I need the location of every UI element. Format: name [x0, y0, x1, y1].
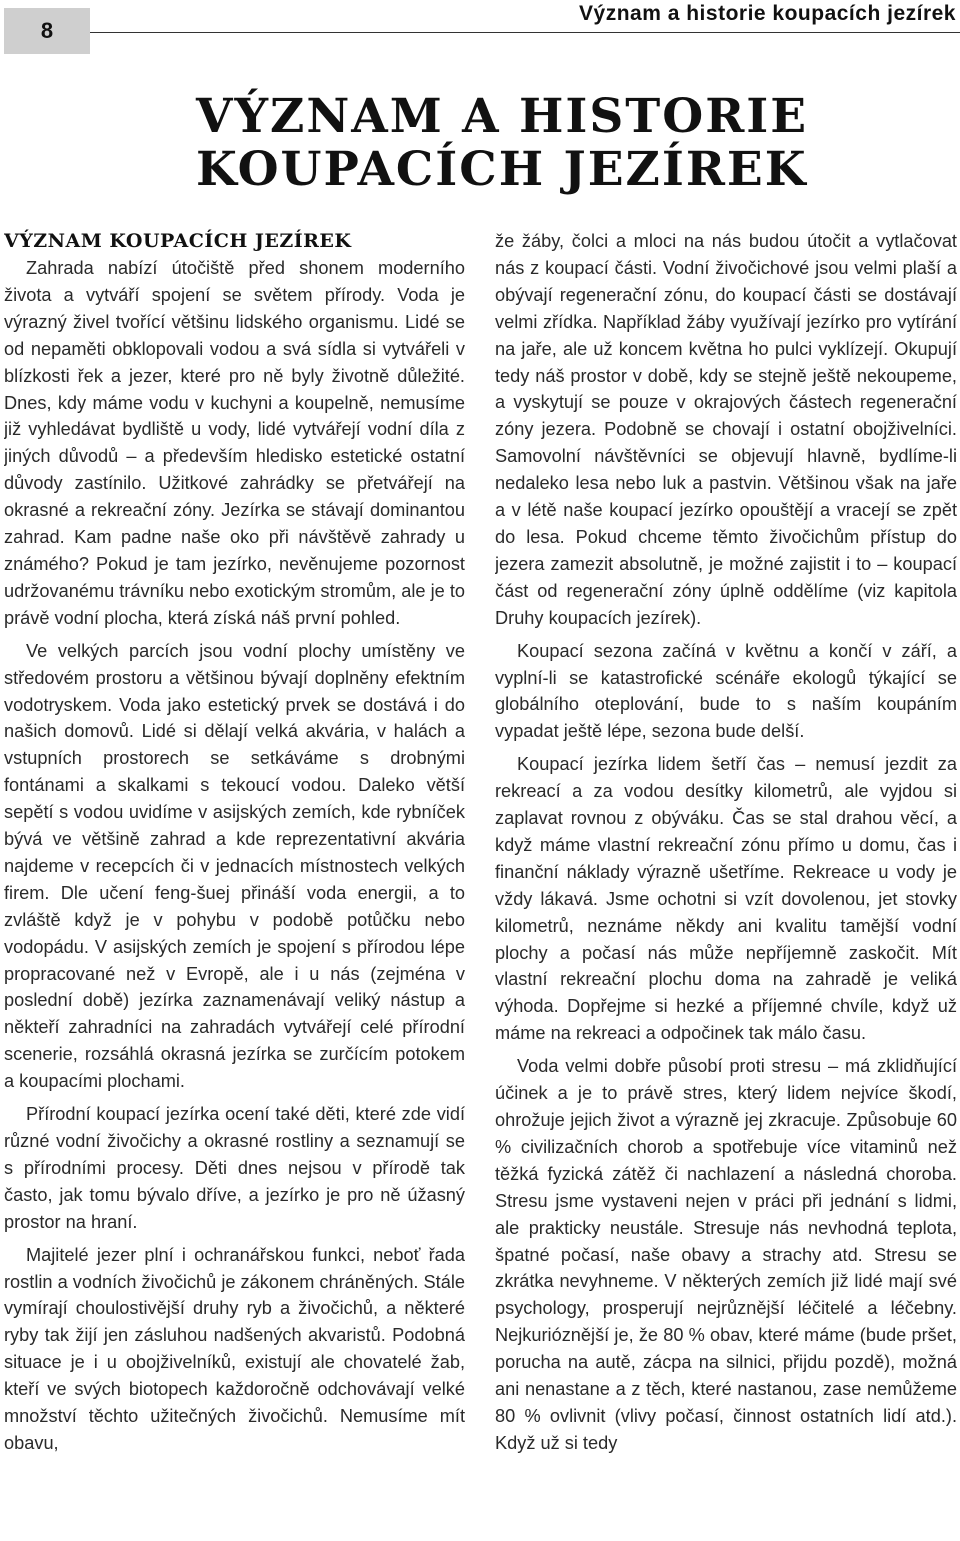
paragraph: Koupací jezírka lidem šetří čas – nemusí jezdit za rekreací a za vodou desítky kilometrů, ale vyjdou si zaplavat rovnou z obýváku. Čas se stal drahou věcí, a když máme vlastní rekreační zónu přímo u domu, čas i finanční náklady výrazně ušetříme. Rekreace u vody je vždy lákavá. Jsme ochotni si vzít dovolenou, jet stovky kilometrů, neznáme někdy ani kvalitu tamější vodní plochy a počasí nás může nepříjemně zaskočit. Mít vlastní rekreační plochu doma na zahradě je veliká výhoda. Dopřejme si hezké a příjemné chvíle, když už máme na rekreaci a odpočinek tak málo času. [495, 754, 957, 1044]
header-rule [90, 32, 960, 33]
paragraph: Majitelé jezer plní i ochranářskou funkci, neboť řada rostlin a vodních živočichů je zákonem chráněných. Stále vymírají choulostivější druhy ryb a živočichů, a některé ryby tak žijí jen zásluhou nadšených akvaristů. Podobná situace je i u obojživelníků, existují ale chovatelé žab, kteří ve svých biotopech každoročně odchovávají velké množství těchto užitečných živočichů. Nemusíme mít obavu, [4, 1244, 465, 1453]
right-column [495, 228, 957, 1541]
page-number-box [4, 8, 90, 54]
paragraph: že žáby, čolci a mloci na nás budou útočit a vytlačovat nás z koupací části. Vodní živočichové jsou velmi plaší a obývají regenerační zónu, do koupací části se dostávají velmi zřídka. Například žáby využívají jezírko pro vytírání na jaře, ale už koncem května ho pulci vyklízejí. Okupují tedy náš prostor v době, kdy se stejně ještě nekoupeme, a vyskytují se pouze v okrajových částech regenerační zóny jezera. Podobně se chovají i ostatní obojživelníci. Samovolní návštěvníci se objevují hlavně, bydlíme-li nedaleko lesa nebo luk a pastvin. Většinou však na jaře a v létě naše koupací jezírko opouštějí a vracejí se zpět do lesa. Pokud chceme těmto živočichům přístup do jezera zamezit absolutně, je možné zajistit i to – koupací část od regenerační zóny úplně oddělíme (viz kapitola Druhy koupacích jezírek). [495, 231, 957, 628]
section-heading: VÝZNAM KOUPACÍCH JEZÍREK [4, 230, 352, 252]
paragraph: Zahrada nabízí útočiště před shonem moderního života a vytváří spojení se světem přírody. Voda je výrazný živel tvořící většinu lidského organismu. Lidé se od nepaměti obklopovali vodou a svá sídla si vytvářeli v blízkosti řek a jezer, které pro ně byly životně důležité. Dnes, kdy máme vodu v kuchyni a koupelně, nemusíme již vyhledávat bydliště u vody, lidé vytvářejí vodní díla z jiných důvodů – a především hledisko estetické ostatní důvody zastínilo. Užitkové zahrádky se přetvářejí na okrasné a rekreační zóny. Jezírka se stávají dominantou zahrad. Kam padne naše oko při návštěvě zahrady u známého? Pokud je tam jezírko, nevěnujeme pozornost udržovanému trávníku nebo exotickým stromům, ale je to právě vodní plocha, která získá náš první pohled. [4, 258, 465, 628]
paragraph: Voda velmi dobře působí proti stresu – má zklidňující účinek a je to právě stres, který lidem nejvíce škodí, ohrožuje jejich život a výrazně jej zkracuje. Způsobuje 60 % civilizačních chorob a spotřebuje více vitaminů než těžká fyzická zátěž či nachlazení a následná choroba. Stresu jsme vystaveni nejen v práci při jednání s lidmi, ale prakticky neustále. Stresuje nás nevhodná teplota, špatné počasí, naše obavy a strachy atd. Stresu se zkrátka nevyhneme. V některých zemích již lidé mají své psychology, prosperují nejrůznější léčitelé a léčebny. Nejkurióznější je, že 80 % obav, které máme (bude pršet, porucha na autě, zácpa na silnici, přijdu pozdě), možná ani nenastane a z těch, které nastanou, zase nemůžeme 80 % ovlivnit (vlivy počasí, činnost ostatních lidí atd.). Když už si tedy [495, 1056, 957, 1453]
left-column [4, 228, 465, 1541]
paragraph: Koupací sezona začíná v květnu a končí v září, a vyplní-li se katastrofické scénáře ekologů týkající se globálního oteplování, bude to s naším koupáním vypadat ještě lépe, sezona bude delší. [495, 640, 957, 742]
running-title: Význam a historie koupacích jezírek [579, 2, 956, 25]
page-number: 8 [40, 18, 54, 43]
paragraph: Ve velkých parcích jsou vodní plochy umístěny ve středovém prostoru a většinou bývají doplněny efektním vodotryskem. Voda jako estetický prvek se dostává i do našich domovů. Lidé si dělají velká akvária, v halách a vstupních prostorech se setkáváme s drobnými fontánami a skalkami s tekoucí vodou. Daleko větší sepětí s vodou uvidíme v asijských zemích, kde rybníček bývá ve většině zahrad a kde reprezentativní akvária najdeme v recepcích či v jednacích místnostech velkých firem. Dle učení feng-šuej přináší voda energii, a to zvláště když je v pohybu v podobě potůčku nebo vodopádu. V asijských zemích je spojení s přírodou lépe propracované než v Evropě, ale i u nás (zejména v poslední době) jezírka zaznamenávají veliký nástup a někteří zahradníci na zahradách vytvářejí celé přírodní scenerie, rozsáhlá okrasná jezírka se zurčícím potokem a koupacími plochami. [4, 640, 465, 1092]
page-title: VÝZNAM A HISTORIE KOUPACÍCH JEZÍREK [196, 89, 809, 197]
paragraph: Přírodní koupací jezírka ocení také děti, které zde vidí různé vodní živočichy a okrasné rostliny a seznamují se s přírodními procesy. Děti dnes nejsou v přírodě tak často, jak tomu bývalo dříve, a jezírko je pro ně úžasný prostor na hraní. [4, 1104, 465, 1232]
